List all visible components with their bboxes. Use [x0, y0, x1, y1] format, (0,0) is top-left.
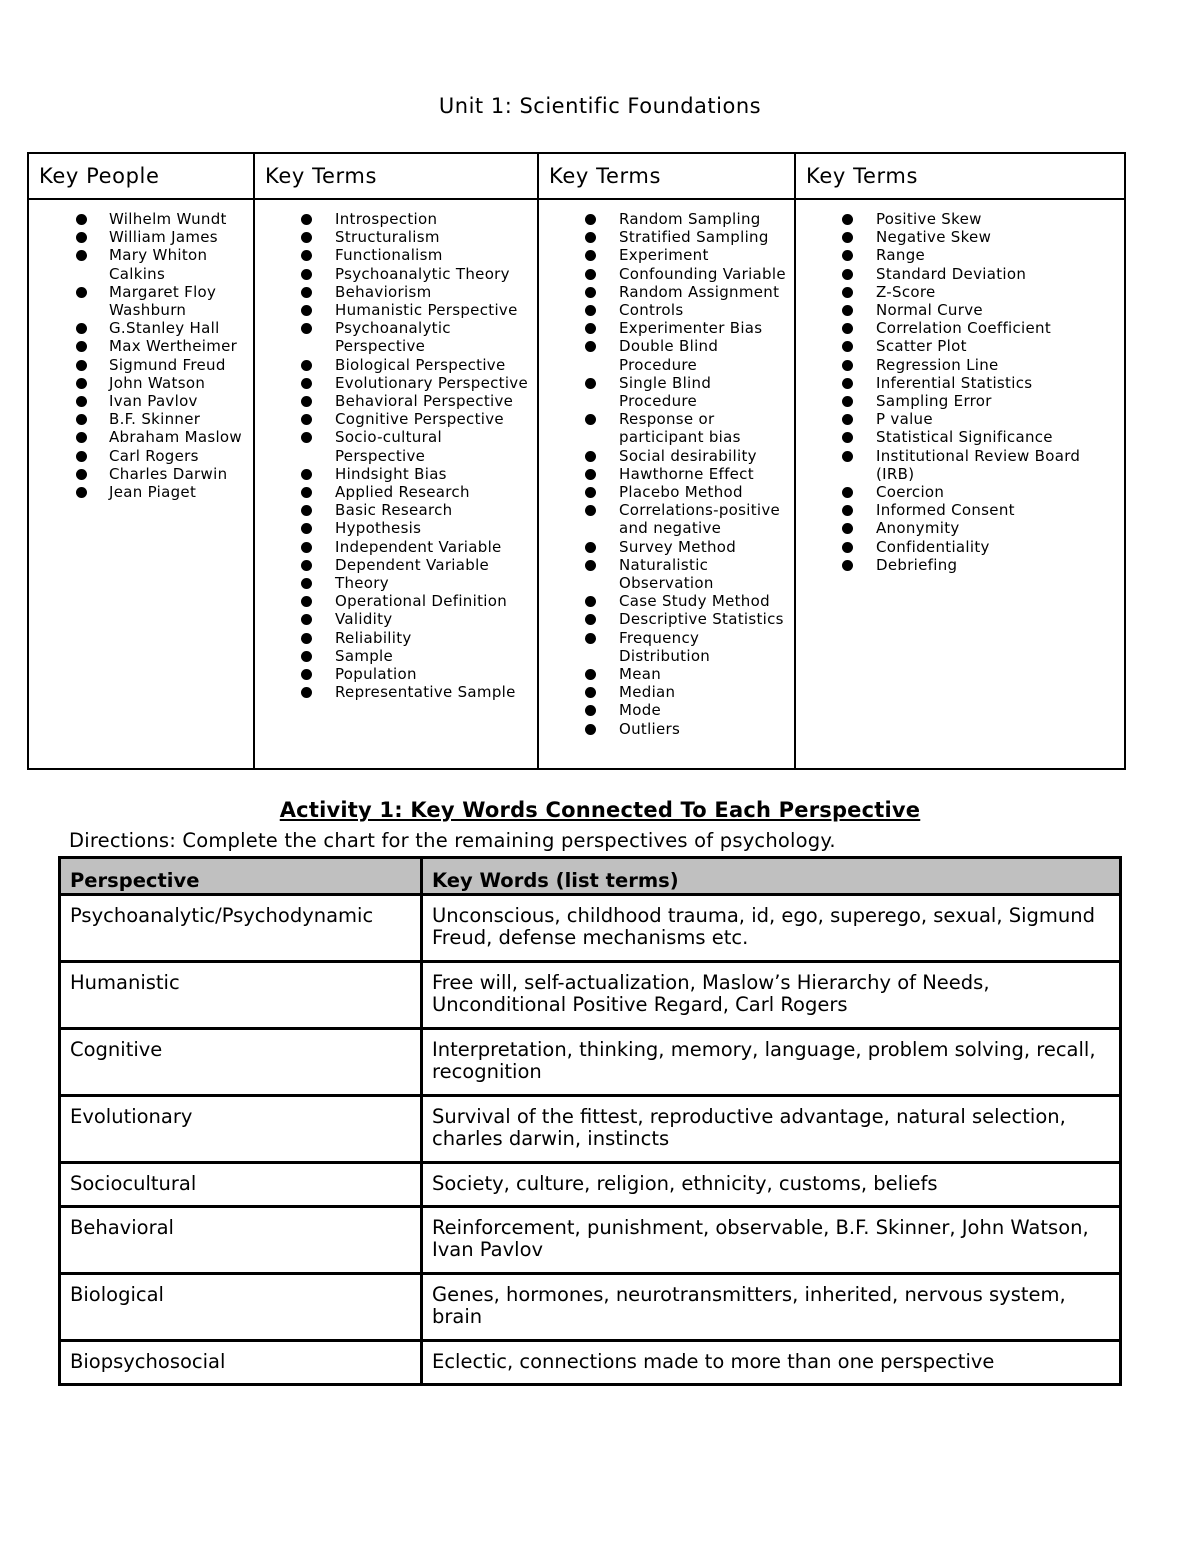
- list-item: [29, 483, 253, 501]
- table-row: [60, 1163, 1121, 1207]
- bullet-icon: [301, 305, 312, 316]
- bullet-icon: [585, 705, 596, 716]
- key-words-cell: Unconscious, childhood trauma, id, ego, superego, sexual, Sigmund Freud, defense mechanisms etc.: [422, 895, 1121, 962]
- list-item: [796, 556, 1124, 574]
- list-item: [255, 228, 537, 246]
- list-item-text: B.F. Skinner: [109, 410, 201, 429]
- bullet-icon: [301, 578, 312, 589]
- list-item: [29, 356, 253, 374]
- list-item: [29, 428, 253, 446]
- list-item-text: Anonymity: [876, 519, 960, 538]
- bullet-icon: [301, 214, 312, 225]
- list-item: [29, 465, 253, 483]
- list-item-text: Double Blind Procedure: [619, 337, 719, 374]
- table-row: [60, 1096, 1121, 1163]
- bullet-icon: [301, 542, 312, 553]
- list-item-text: Debriefing: [876, 555, 958, 574]
- bullet-icon: [585, 414, 596, 425]
- list-item: [29, 228, 253, 246]
- list-item-text: Abraham Maslow: [109, 428, 242, 447]
- list-item: [29, 319, 253, 337]
- list-item-text: Structuralism: [335, 228, 440, 247]
- key-words-cell: Free will, self-actualization, Maslow’s Hierarchy of Needs, Unconditional Positive Regard, Carl Rogers: [422, 962, 1121, 1029]
- bullet-icon: [301, 287, 312, 298]
- list-item-text: Placebo Method: [619, 483, 743, 502]
- bullet-icon: [842, 378, 853, 389]
- table-row: [60, 962, 1121, 1029]
- list-item-text: Regression Line: [876, 355, 999, 374]
- list-item: [29, 374, 253, 392]
- activity-title: Activity 1: Key Words Connected To Each Perspective: [279, 798, 921, 822]
- list-item: [29, 283, 253, 319]
- list-item: [539, 629, 794, 665]
- list-item-text: Social desirability: [619, 446, 757, 465]
- bullet-icon: [585, 614, 596, 625]
- bullet-icon: [585, 250, 596, 261]
- list-item-text: Socio-cultural Perspective: [335, 428, 443, 465]
- list-item-text: Wilhelm Wundt: [109, 210, 227, 228]
- list-item: [539, 283, 794, 301]
- list-item-text: Basic Research: [335, 501, 453, 520]
- bullet-icon: [585, 323, 596, 334]
- list-item: [255, 538, 537, 556]
- key-words-cell: Genes, hormones, neurotransmitters, inherited, nervous system, brain: [422, 1274, 1121, 1341]
- key-terms-2-cell: [538, 199, 795, 769]
- table-row: [60, 1207, 1121, 1274]
- list-item-text: Hypothesis: [335, 519, 422, 538]
- list-item-text: Confidentiality: [876, 537, 990, 556]
- key-terms-1-list: [255, 200, 537, 701]
- bullet-icon: [301, 414, 312, 425]
- list-item-text: Representative Sample: [335, 683, 516, 702]
- key-terms-3-list: [796, 200, 1124, 574]
- list-item-text: Behaviorism: [335, 282, 432, 301]
- perspective-cell: Biopsychosocial: [60, 1341, 422, 1385]
- key-words-cell: Reinforcement, punishment, observable, B.F. Skinner, John Watson, Ivan Pavlov: [422, 1207, 1121, 1274]
- list-item-text: Statistical Significance: [876, 428, 1053, 447]
- list-item: [255, 483, 537, 501]
- list-item-text: Standard Deviation: [876, 264, 1027, 283]
- list-item: [29, 210, 253, 228]
- bullet-icon: [842, 523, 853, 534]
- bullet-icon: [842, 451, 853, 462]
- bullet-icon: [585, 469, 596, 480]
- bullet-icon: [76, 287, 87, 298]
- list-item-text: Inferential Statistics: [876, 373, 1033, 392]
- list-item: [255, 665, 537, 683]
- bullet-icon: [585, 451, 596, 462]
- bullet-icon: [301, 432, 312, 443]
- list-item: [796, 392, 1124, 410]
- key-words-cell: Survival of the fittest, reproductive advantage, natural selection, charles darwin, instincts: [422, 1096, 1121, 1163]
- list-item: [539, 246, 794, 264]
- table-row: [60, 1274, 1121, 1341]
- header-key-words: Key Words (list terms): [422, 858, 1121, 895]
- list-item: [255, 683, 537, 701]
- list-item-text: Frequency Distribution: [619, 628, 711, 665]
- list-item: [539, 228, 794, 246]
- key-terms-3-cell: [795, 199, 1125, 769]
- list-item: [255, 374, 537, 392]
- list-item-text: Range: [876, 246, 926, 265]
- bullet-icon: [301, 669, 312, 680]
- list-item: [539, 483, 794, 501]
- list-item: [796, 428, 1124, 446]
- bullet-icon: [585, 487, 596, 498]
- bullet-icon: [301, 596, 312, 607]
- list-item: [796, 337, 1124, 355]
- list-item: [255, 629, 537, 647]
- list-item: [796, 246, 1124, 264]
- list-item: [255, 647, 537, 665]
- list-item-text: Applied Research: [335, 483, 470, 502]
- list-item: [29, 447, 253, 465]
- list-item: [796, 410, 1124, 428]
- list-item: [796, 283, 1124, 301]
- bullet-icon: [842, 214, 853, 225]
- list-item: [539, 592, 794, 610]
- list-item-text: P value: [876, 410, 933, 429]
- bullet-icon: [585, 687, 596, 698]
- list-item: [796, 265, 1124, 283]
- bullet-icon: [842, 560, 853, 571]
- list-item-text: Coercion: [876, 483, 945, 502]
- bullet-icon: [301, 633, 312, 644]
- bullet-icon: [585, 341, 596, 352]
- list-item-text: Sampling Error: [876, 392, 992, 411]
- list-item: [796, 228, 1124, 246]
- list-item: [539, 610, 794, 628]
- perspective-cell: Biological: [60, 1274, 422, 1341]
- list-item: [539, 720, 794, 738]
- list-item-text: Carl Rogers: [109, 446, 199, 465]
- bullet-icon: [76, 323, 87, 334]
- list-item: [539, 301, 794, 319]
- bullet-icon: [585, 633, 596, 644]
- bullet-icon: [301, 269, 312, 280]
- list-item: [255, 501, 537, 519]
- bullet-icon: [76, 414, 87, 425]
- list-item: [255, 265, 537, 283]
- list-item: [255, 556, 537, 574]
- list-item-text: Theory: [335, 574, 389, 593]
- key-people-list: [29, 200, 253, 501]
- bullet-icon: [585, 669, 596, 680]
- table-row: [60, 1341, 1121, 1385]
- header-key-terms-2: Key Terms: [538, 153, 795, 199]
- list-item-text: Normal Curve: [876, 301, 983, 320]
- list-item-text: Case Study Method: [619, 592, 770, 611]
- bullet-icon: [842, 287, 853, 298]
- list-item: [539, 465, 794, 483]
- list-item: [255, 319, 537, 355]
- bullet-icon: [301, 487, 312, 498]
- list-item: [255, 246, 537, 264]
- perspective-cell: Evolutionary: [60, 1096, 422, 1163]
- list-item-text: Humanistic Perspective: [335, 301, 518, 320]
- list-item-text: Negative Skew: [876, 228, 992, 247]
- list-item-text: Hindsight Bias: [335, 464, 447, 483]
- bullet-icon: [842, 414, 853, 425]
- bullet-icon: [76, 451, 87, 462]
- bullet-icon: [301, 560, 312, 571]
- bullet-icon: [301, 469, 312, 480]
- bullet-icon: [842, 269, 853, 280]
- list-item-text: Positive Skew: [876, 210, 982, 228]
- bullet-icon: [301, 378, 312, 389]
- bullet-icon: [585, 560, 596, 571]
- list-item-text: Z-Score: [876, 282, 936, 301]
- list-item-text: Max Wertheimer: [109, 337, 238, 356]
- bullet-icon: [301, 651, 312, 662]
- list-item: [539, 538, 794, 556]
- bullet-icon: [842, 487, 853, 498]
- list-item-text: Biological Perspective: [335, 355, 506, 374]
- list-item-text: Random Assignment: [619, 282, 780, 301]
- list-item-text: Sample: [335, 646, 394, 665]
- list-item: [539, 683, 794, 701]
- list-item-text: Independent Variable: [335, 537, 502, 556]
- list-item-text: Survey Method: [619, 537, 737, 556]
- list-item: [539, 319, 794, 337]
- list-item: [539, 210, 794, 228]
- list-item-text: Hawthorne Effect: [619, 464, 754, 483]
- bullet-icon: [585, 232, 596, 243]
- list-item: [29, 337, 253, 355]
- list-item-text: Sigmund Freud: [109, 355, 226, 374]
- bullet-icon: [585, 305, 596, 316]
- bullet-icon: [76, 341, 87, 352]
- list-item: [29, 410, 253, 428]
- bullet-icon: [301, 360, 312, 371]
- list-item: [29, 246, 253, 282]
- list-item-text: Confounding Variable: [619, 264, 786, 283]
- list-item-text: Single Blind Procedure: [619, 373, 712, 411]
- list-item-text: Correlations-positive and negative: [619, 501, 781, 538]
- bullet-icon: [585, 214, 596, 225]
- list-item: [796, 210, 1124, 228]
- table-row: [60, 1029, 1121, 1096]
- list-item: [796, 501, 1124, 519]
- bullet-icon: [842, 505, 853, 516]
- list-item-text: Response or participant bias: [619, 410, 741, 447]
- list-item-text: Operational Definition: [335, 592, 508, 611]
- table-row: [60, 895, 1121, 962]
- list-item-text: Experimenter Bias: [619, 319, 763, 338]
- bullet-icon: [76, 487, 87, 498]
- list-item-text: Scatter Plot: [876, 337, 967, 356]
- bullet-icon: [301, 323, 312, 334]
- key-words-cell: Eclectic, connections made to more than one perspective: [422, 1341, 1121, 1385]
- list-item-text: Mean: [619, 665, 662, 684]
- list-item-text: Naturalistic Observation: [619, 555, 714, 593]
- bullet-icon: [301, 232, 312, 243]
- bullet-icon: [842, 250, 853, 261]
- list-item: [255, 465, 537, 483]
- list-item-text: Functionalism: [335, 246, 443, 265]
- list-item: [539, 556, 794, 592]
- perspectives-table: [58, 856, 1122, 1386]
- list-item-text: Margaret Floy Washburn: [109, 282, 217, 320]
- list-item-text: Psychoanalytic Theory: [335, 264, 510, 283]
- list-item-text: Dependent Variable: [335, 555, 490, 574]
- bullet-icon: [301, 687, 312, 698]
- header-key-terms-1: Key Terms: [254, 153, 538, 199]
- bullet-icon: [842, 396, 853, 407]
- bullet-icon: [842, 360, 853, 371]
- list-item: [796, 374, 1124, 392]
- list-item: [255, 592, 537, 610]
- bullet-icon: [301, 614, 312, 625]
- bullet-icon: [76, 214, 87, 225]
- list-item: [255, 610, 537, 628]
- bullet-icon: [585, 596, 596, 607]
- list-item-text: Behavioral Perspective: [335, 392, 514, 411]
- list-item-text: Charles Darwin: [109, 464, 228, 483]
- list-item: [539, 665, 794, 683]
- bullet-icon: [76, 432, 87, 443]
- list-item-text: G.Stanley Hall: [109, 319, 220, 338]
- list-item: [255, 428, 537, 464]
- bullet-icon: [842, 432, 853, 443]
- bullet-icon: [301, 396, 312, 407]
- list-item-text: Outliers: [619, 719, 681, 738]
- bullet-icon: [301, 523, 312, 534]
- list-item-text: Informed Consent: [876, 501, 1015, 520]
- list-item: [796, 319, 1124, 337]
- list-item: [539, 701, 794, 719]
- list-item: [29, 392, 253, 410]
- perspective-cell: Sociocultural: [60, 1163, 422, 1207]
- bullet-icon: [76, 378, 87, 389]
- list-item: [255, 519, 537, 537]
- list-item-text: Institutional Review Board (IRB): [876, 446, 1081, 483]
- bullet-icon: [585, 269, 596, 280]
- list-item-text: Evolutionary Perspective: [335, 373, 529, 392]
- list-item: [255, 410, 537, 428]
- bullet-icon: [301, 505, 312, 516]
- list-item: [539, 374, 794, 410]
- header-perspective: Perspective: [60, 858, 422, 895]
- bullet-icon: [585, 542, 596, 553]
- list-item-text: Reliability: [335, 628, 412, 647]
- list-item: [255, 392, 537, 410]
- key-terms-1-cell: [254, 199, 538, 769]
- list-item-text: Population: [335, 665, 417, 684]
- list-item: [796, 538, 1124, 556]
- bullet-icon: [585, 287, 596, 298]
- key-terms-2-list: [539, 200, 794, 738]
- bullet-icon: [76, 250, 87, 261]
- list-item: [255, 301, 537, 319]
- list-item: [796, 519, 1124, 537]
- header-key-people: Key People: [28, 153, 254, 199]
- list-item-text: Median: [619, 683, 676, 702]
- list-item: [796, 301, 1124, 319]
- list-item-text: Jean Piaget: [109, 483, 197, 502]
- perspective-cell: Psychoanalytic/Psychodynamic: [60, 895, 422, 962]
- list-item: [796, 483, 1124, 501]
- perspective-cell: Humanistic: [60, 962, 422, 1029]
- list-item-text: Stratified Sampling: [619, 228, 769, 247]
- list-item-text: John Watson: [109, 373, 206, 392]
- list-item-text: Introspection: [335, 210, 438, 228]
- perspective-cell: Behavioral: [60, 1207, 422, 1274]
- bullet-icon: [842, 341, 853, 352]
- bullet-icon: [842, 542, 853, 553]
- list-item-text: Correlation Coefficient: [876, 319, 1052, 338]
- list-item-text: Experiment: [619, 246, 709, 265]
- perspective-cell: Cognitive: [60, 1029, 422, 1096]
- unit-key-terms-table: [27, 152, 1126, 770]
- bullet-icon: [76, 469, 87, 480]
- key-people-cell: [28, 199, 254, 769]
- list-item-text: Controls: [619, 301, 684, 320]
- list-item-text: Cognitive Perspective: [335, 410, 504, 429]
- list-item: [796, 356, 1124, 374]
- list-item: [539, 447, 794, 465]
- list-item: [539, 410, 794, 446]
- list-item-text: Mary Whiton Calkins: [109, 246, 208, 283]
- bullet-icon: [585, 724, 596, 735]
- key-words-cell: Interpretation, thinking, memory, language, problem solving, recall, recognition: [422, 1029, 1121, 1096]
- list-item: [539, 265, 794, 283]
- page-title: Unit 1: Scientific Foundations: [438, 94, 762, 118]
- list-item: [539, 501, 794, 537]
- header-key-terms-3: Key Terms: [795, 153, 1125, 199]
- list-item-text: Ivan Pavlov: [109, 392, 198, 411]
- list-item-text: Psychoanalytic Perspective: [335, 319, 451, 356]
- list-item: [539, 337, 794, 373]
- bullet-icon: [76, 360, 87, 371]
- list-item-text: Mode: [619, 701, 662, 720]
- bullet-icon: [76, 232, 87, 243]
- list-item-text: Validity: [335, 610, 393, 629]
- list-item-text: Random Sampling: [619, 210, 761, 228]
- list-item: [796, 447, 1124, 483]
- bullet-icon: [842, 323, 853, 334]
- list-item: [255, 574, 537, 592]
- key-words-cell: Society, culture, religion, ethnicity, customs, beliefs: [422, 1163, 1121, 1207]
- bullet-icon: [301, 250, 312, 261]
- activity-directions: Directions: Complete the chart for the remaining perspectives of psychology.: [69, 829, 836, 852]
- list-item: [255, 283, 537, 301]
- list-item: [255, 210, 537, 228]
- bullet-icon: [842, 232, 853, 243]
- bullet-icon: [585, 505, 596, 516]
- bullet-icon: [585, 378, 596, 389]
- bullet-icon: [842, 305, 853, 316]
- list-item-text: Descriptive Statistics: [619, 610, 784, 629]
- list-item: [255, 356, 537, 374]
- bullet-icon: [76, 396, 87, 407]
- list-item-text: William James: [109, 228, 218, 247]
